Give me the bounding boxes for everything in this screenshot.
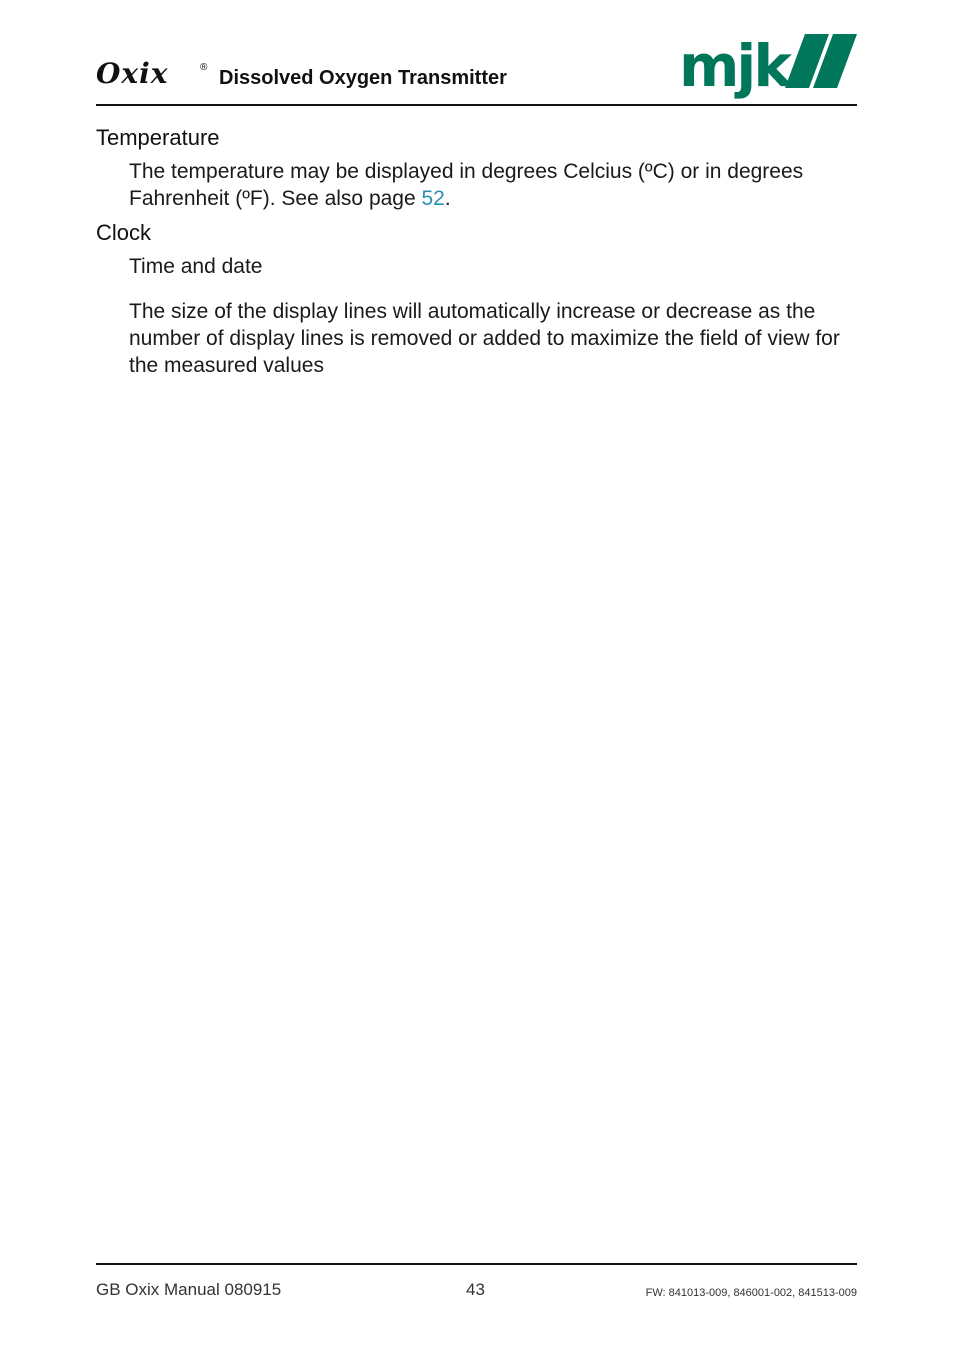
temperature-heading: Temperature bbox=[96, 125, 220, 150]
temperature-text-end: . bbox=[444, 187, 451, 210]
page-reference-link[interactable]: 52 bbox=[421, 187, 445, 210]
oxix-logo bbox=[96, 60, 202, 88]
clock-description: Time and date bbox=[129, 255, 263, 278]
clock-heading: Clock bbox=[96, 220, 152, 245]
oxix-brand bbox=[96, 60, 208, 88]
header-divider bbox=[96, 104, 857, 106]
mjk-logo bbox=[679, 30, 857, 102]
footer-firmware: FW: 841013-009, 846001-002, 841513-009 bbox=[645, 1287, 857, 1299]
temperature-text: The temperature may be displayed in degrees Celcius (ºC) or in degrees Fahrenheit (ºF). See also page bbox=[129, 160, 804, 210]
footer-manual-id: GB Oxix Manual 080915 bbox=[96, 1280, 282, 1299]
registered-mark: ® bbox=[200, 62, 208, 73]
footer-page-number: 43 bbox=[466, 1280, 485, 1299]
mjk-logo-text: mjk bbox=[679, 32, 789, 100]
temperature-description bbox=[129, 158, 857, 212]
page-header bbox=[96, 30, 857, 105]
doc-title: Dissolved Oxygen Transmitter bbox=[219, 67, 507, 89]
oxix-logo-text: Oxix bbox=[96, 60, 169, 88]
page-content bbox=[96, 124, 857, 379]
display-size-note: The size of the display lines will automatically increase or decrease as the number of display lines is removed or added to maximize the field of view for the measured values bbox=[129, 300, 840, 377]
footer-divider bbox=[96, 1263, 857, 1265]
